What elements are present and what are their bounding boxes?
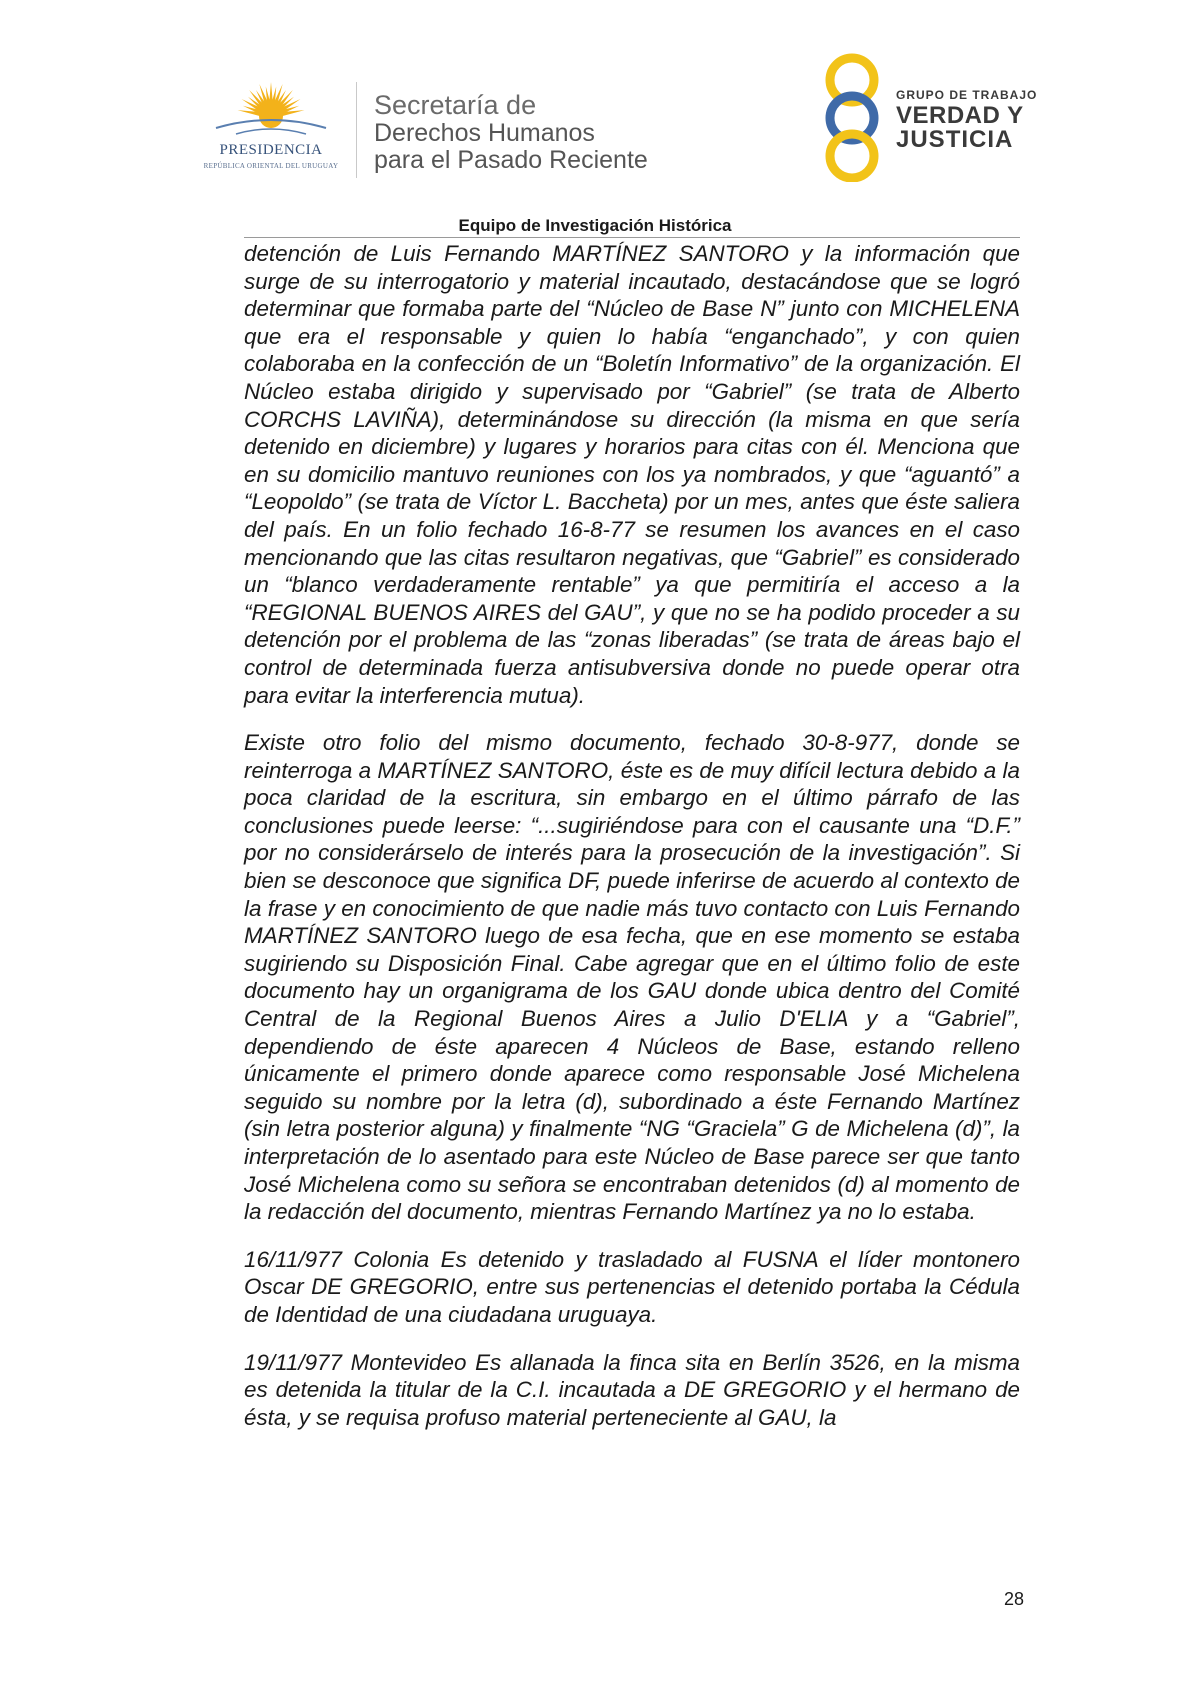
gtvj-justicia-label: JUSTICIA: [896, 126, 1014, 153]
team-heading: Equipo de Investigación Histórica: [458, 216, 732, 235]
body-paragraph: 16/11/977 Colonia Es detenido y trasladado al FUSNA el líder montonero Oscar DE GREGORIO, entre sus pertenencias el detenido portaba la Cédula de Identidad de una ciudadana uruguaya.: [244, 1246, 1020, 1327]
header-rule: [244, 237, 1020, 238]
secretaria-wordmark: [374, 90, 648, 174]
header-divider: [356, 82, 357, 178]
verdad-justicia-logo: [818, 52, 1050, 182]
page-number: 28: [1003, 1589, 1024, 1609]
gtvj-verdad-label: VERDAD Y: [896, 102, 1024, 129]
presidencia-subtitle: REPÚBLICA ORIENTAL DEL URUGUAY: [203, 162, 339, 170]
gtvj-small-label: GRUPO DE TRABAJO: [896, 88, 1038, 102]
body-paragraph: detención de Luis Fernando MARTÍNEZ SANTORO y la información que surge de su interrogatorio y material incautado, destacándose que se logró determinar que formaba parte del “Núcleo de Base N” junto con MICHELENA que era el responsable y quien lo había “enganchado”, y con quien colaboraba en la confección de un “Boletín Informativo” de la organización. El Núcleo estaba dirigido y supervisado por “Gabriel” (se trata de Alberto CORCHS LAVIÑA), determinándose su dirección (la misma en que sería detenido en diciembre) y lugares y horarios para citas con él. Menciona que en su domicilio mantuvo reuniones con los ya nombrados, y que “aguantó” a “Leopoldo” (se trata de Víctor L. Baccheta) por un mes, antes que éste saliera del país. En un folio fechado 16-8-77 se resumen los avances en el caso mencionando que las citas resultaron negativas, que “Gabriel” es considerado un “blanco verdaderamente rentable” ya que permitiría el acceso a la “REGIONAL BUENOS AIRES del GAU”, y que no se ha podido proceder a su detención por el problema de las “zonas liberadas” (se trata de áreas bajo el control de determinada fuerza antisubversiva donde no puede operar otra para evitar la interferencia mutua).: [244, 241, 1020, 708]
secretaria-line-2: Derechos Humanos: [374, 119, 595, 147]
sun-emblem-icon: [196, 80, 346, 150]
document-body: [244, 240, 1020, 1451]
body-paragraph: 19/11/977 Montevideo Es allanada la finca sita en Berlín 3526, en la misma es detenida la titular de la C.I. incautada a DE GREGORIO y el hermano de ésta, y se requisa profuso material perteneciente al GAU, la: [244, 1349, 1020, 1430]
presidencia-logo: [196, 80, 354, 180]
interlocked-rings-icon: [818, 52, 890, 182]
secretaria-line-3: para el Pasado Reciente: [374, 146, 648, 174]
secretaria-line-1: Secretaría de: [374, 90, 537, 120]
page-header: [0, 0, 1190, 235]
body-paragraph: Existe otro folio del mismo documento, fechado 30-8-977, donde se reinterroga a MARTÍNEZ SANTORO, éste es de muy difícil lectura debido a la poca claridad de la escritura, sin embargo en el último párrafo de las conclusiones puede leerse: “...sugiriéndose para con el causante una “D.F.” por no considerárselo de interés para la prosecución de la investigación”. Si bien se desconoce que significa DF, puede inferirse de acuerdo al contexto de la frase y en conocimiento de que nadie más tuvo contacto con Luis Fernando MARTÍNEZ SANTORO luego de esa fecha, que en ese momento se estaba sugiriendo su Disposición Final. Cabe agregar que en el último folio de este documento hay un organigrama de los GAU donde ubica dentro del Comité Central de la Regional Buenos Aires a Julio D'ELIA y a “Gabriel”, dependiendo de éste aparecen 4 Núcleos de Base, estando relleno únicamente el primero donde aparece como responsable José Michelena seguido su nombre por la letra (d), subordinado a éste Fernando Martínez (sin letra posterior alguna) y finalmente “NG “Graciela” G de Michelena (d)”, la interpretación de lo asentado para este Núcleo de Base parece ser que tanto José Michelena como su señora se encontraban detenidos (d) al momento de la redacción del documento, mientras Fernando Martínez ya no lo estaba.: [244, 730, 1020, 1225]
presidencia-label: PRESIDENCIA: [219, 142, 323, 158]
